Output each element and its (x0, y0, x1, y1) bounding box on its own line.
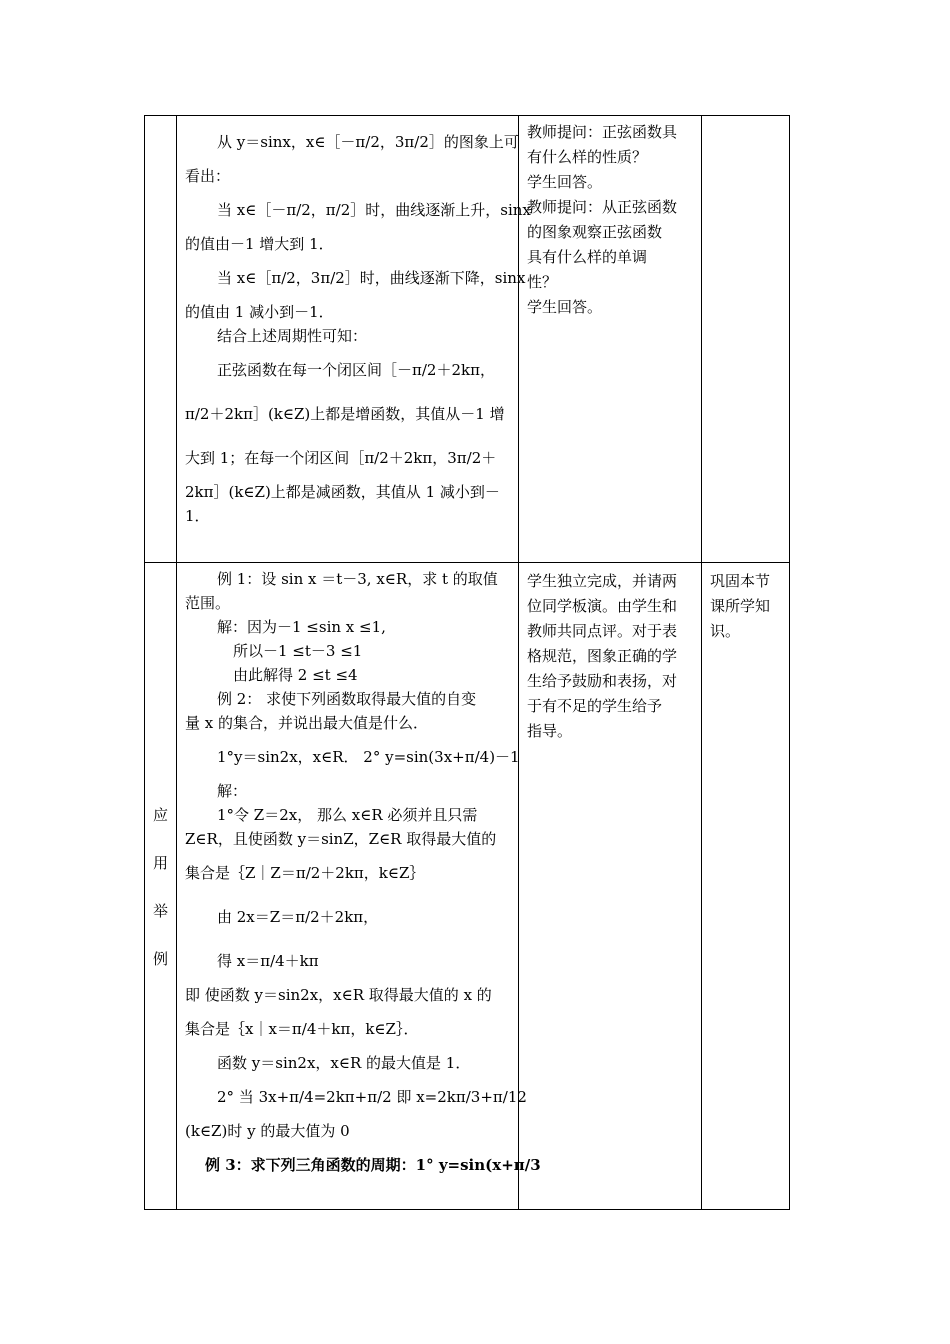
activity-line: 的图象观察正弦函数 (527, 223, 663, 241)
stage-cell-empty (145, 116, 177, 563)
content-line: 解： (217, 782, 248, 800)
content-line: π/2＋2kπ］(k∈Z)上都是增函数，其值从－1 增 (185, 405, 505, 423)
activity-line: 于有不足的学生给予 (527, 697, 663, 715)
content-line: 1°令 Z＝2x， 那么 x∈R 必须并且只需 (217, 806, 478, 824)
content-line: 正弦函数在每一个闭区间［－π/2＋2kπ， (217, 361, 495, 379)
activity-line: 教师提问：从正弦函数 (527, 198, 678, 216)
content-line: 大到 1；在每一个闭区间［π/2＋2kπ，3π/2＋ (185, 449, 497, 467)
activity-line: 学生回答。 (527, 298, 603, 316)
content-cell (177, 563, 541, 1210)
stage-char: 举 (152, 902, 168, 920)
activity-line: 位同学板演。由学生和 (527, 597, 678, 615)
intent-line: 识。 (710, 622, 741, 640)
intent-cell (702, 563, 790, 1210)
content-line: 的值由 1 减小到－1． (185, 303, 334, 321)
content-line: (k∈Z)时 y 的最大值为 0 (185, 1122, 350, 1140)
content-line: 量 x 的集合，并说出最大值是什么． (185, 714, 428, 732)
activity-line: 指导。 (527, 722, 573, 740)
content-line: 2° 当 3x+π/4=2kπ+π/2 即 x=2kπ/3+π/12 (217, 1088, 527, 1106)
content-line: Z∈R，且使函数 y＝sinZ，Z∈R 取得最大值的 (185, 830, 497, 848)
stage-char: 应 (152, 806, 168, 824)
content-line: 例 3：求下列三角函数的周期：1° y=sin(x+π/3 (205, 1156, 541, 1174)
content-line: 即 使函数 y＝sin2x，x∈R 取得最大值的 x 的 (185, 986, 492, 1004)
content-line: 1． (185, 507, 210, 525)
content-line: 所以－1 ≤t－3 ≤1 (233, 642, 363, 660)
content-line: 解：因为－1 ≤sin x ≤1, (217, 618, 386, 636)
content-line: 1°y＝sin2x，x∈R． 2° y=sin(3x+π/4)－1 (217, 748, 520, 766)
table-row-examples (145, 563, 790, 1210)
stage-cell (145, 563, 177, 1210)
activity-line: 教师提问：正弦函数具 (527, 123, 678, 141)
content-line: 集合是｛x｜x＝π/4＋kπ，k∈Z｝． (185, 1020, 419, 1038)
intent-line: 巩固本节 (710, 572, 771, 590)
table-row-monotonicity (145, 116, 790, 563)
content-line: 当 x∈［－π/2，π/2］时，曲线逐渐上升，sinx (217, 201, 531, 219)
activity-line: 格规范，图象正确的学 (527, 647, 678, 665)
stage-char: 例 (152, 950, 168, 968)
lesson-table (144, 115, 790, 1210)
activity-line: 有什么样的性质？ (527, 148, 648, 166)
content-line: 从 y＝sinx，x∈［－π/2，3π/2］的图象上可 (217, 133, 519, 151)
content-line: 函数 y＝sin2x，x∈R 的最大值是 1． (217, 1054, 471, 1072)
activity-line: 学生回答。 (527, 173, 603, 191)
content-line: 看出： (185, 167, 231, 185)
content-line: 例 1：设 sin x ＝t－3, x∈R，求 t 的取值 (217, 570, 498, 588)
content-line: 集合是｛Z｜Z＝π/2＋2kπ，k∈Z｝ (185, 864, 425, 882)
content-cell (177, 116, 531, 563)
content-line: 的值由－1 增大到 1． (185, 235, 334, 253)
activity-line: 性？ (527, 273, 558, 291)
activity-line: 教师共同点评。对于表 (527, 622, 678, 640)
content-line: 当 x∈［π/2，3π/2］时，曲线逐渐下降，sinx (217, 269, 526, 287)
content-line: 结合上述周期性可知： (217, 327, 368, 345)
intent-line: 课所学知 (710, 597, 771, 615)
content-line: 范围。 (185, 594, 231, 612)
content-line: 2kπ］(k∈Z)上都是减函数，其值从 1 减小到－ (185, 483, 500, 501)
activity-line: 生给予鼓励和表扬，对 (527, 672, 678, 690)
activity-line: 具有什么样的单调 (527, 248, 648, 266)
content-line: 例 2： 求使下列函数取得最大值的自变 (217, 690, 477, 708)
activity-line: 学生独立完成，并请两 (527, 572, 678, 590)
activity-cell (519, 563, 702, 1210)
content-line: 得 x＝π/4＋kπ (217, 952, 319, 970)
intent-cell-empty (702, 116, 790, 563)
content-line: 由此解得 2 ≤t ≤4 (233, 666, 358, 684)
content-line: 由 2x＝Z＝π/2＋2kπ， (217, 908, 379, 926)
stage-char: 用 (152, 854, 168, 872)
activity-cell (519, 116, 702, 563)
